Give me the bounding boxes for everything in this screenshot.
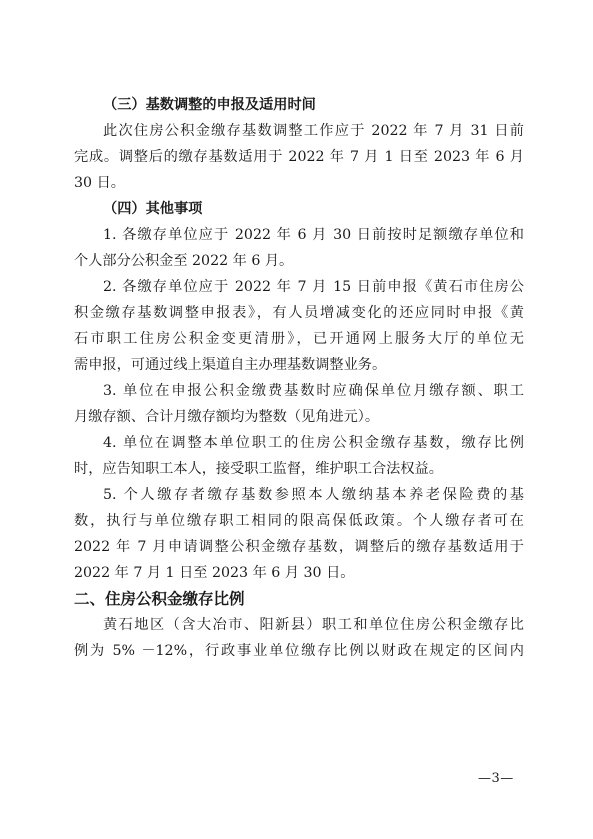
item-1-line: 1. 各缴存单位应于 2022 年 6 月 30 日前按时足额缴存单位和 — [103, 227, 524, 243]
item-1-line: 个人部分公积金至 2022 年 6 月。 — [74, 253, 294, 269]
paragraph-line: 黄石地区（含大冶市、阳新县）职工和单位住房公积金缴存比 — [103, 617, 524, 633]
paragraph-line: 30 日。 — [74, 175, 125, 191]
item-4-line: 时，应告知职工本人，接受职工监督，维护职工合法权益。 — [74, 461, 443, 477]
item-5-line: 5. 个人缴存者缴存基数参照本人缴纳基本养老保险费的基 — [103, 487, 524, 503]
paragraph-line: 例为 5% －12%，行政事业单位缴存比例以财政在规定的区间内 — [74, 643, 524, 659]
section-heading-4: （四）其他事项 — [103, 201, 203, 217]
section-heading-3: （三）基数调整的申报及适用时间 — [103, 97, 316, 113]
page-number: —3— — [478, 771, 514, 786]
item-3-line: 3. 单位在申报公积金缴费基数时应确保单位月缴存额、职工 — [103, 383, 524, 399]
item-2-line: 需申报，可通过线上渠道自主办理基数调整业务。 — [74, 357, 387, 373]
section-heading-2: 二、住房公积金缴存比例 — [74, 590, 245, 608]
paragraph-line: 完成。调整后的缴存基数适用于 2022 年 7 月 1 日至 2023 年 6 月 — [74, 149, 524, 165]
item-2-line: 石市职工住房公积金变更清册》，已开通网上服务大厅的单位无 — [74, 331, 524, 347]
item-5-line: 2022 年 7 月申请调整公积金缴存基数，调整后的缴存基数适用于 — [74, 539, 524, 555]
item-5-line: 2022 年 7 月 1 日至 2023 年 6 月 30 日。 — [74, 565, 355, 581]
document-body — [74, 92, 524, 664]
item-2-line: 2. 各缴存单位应于 2022 年 7 月 15 日前申报《黄石市住房公 — [103, 279, 524, 295]
item-5-line: 数，执行与单位缴存职工相同的限高保低政策。个人缴存者可在 — [74, 513, 524, 529]
paragraph-line: 此次住房公积金缴存基数调整工作应于 2022 年 7 月 31 日前 — [103, 123, 524, 139]
item-4-line: 4. 单位在调整本单位职工的住房公积金缴存基数，缴存比例 — [103, 435, 524, 451]
item-2-line: 积金缴存基数调整申报表》，有人员增减变化的还应同时申报《黄 — [74, 305, 524, 321]
item-3-line: 月缴存额、合计月缴存额均为整数（见角进元）。 — [74, 409, 380, 425]
